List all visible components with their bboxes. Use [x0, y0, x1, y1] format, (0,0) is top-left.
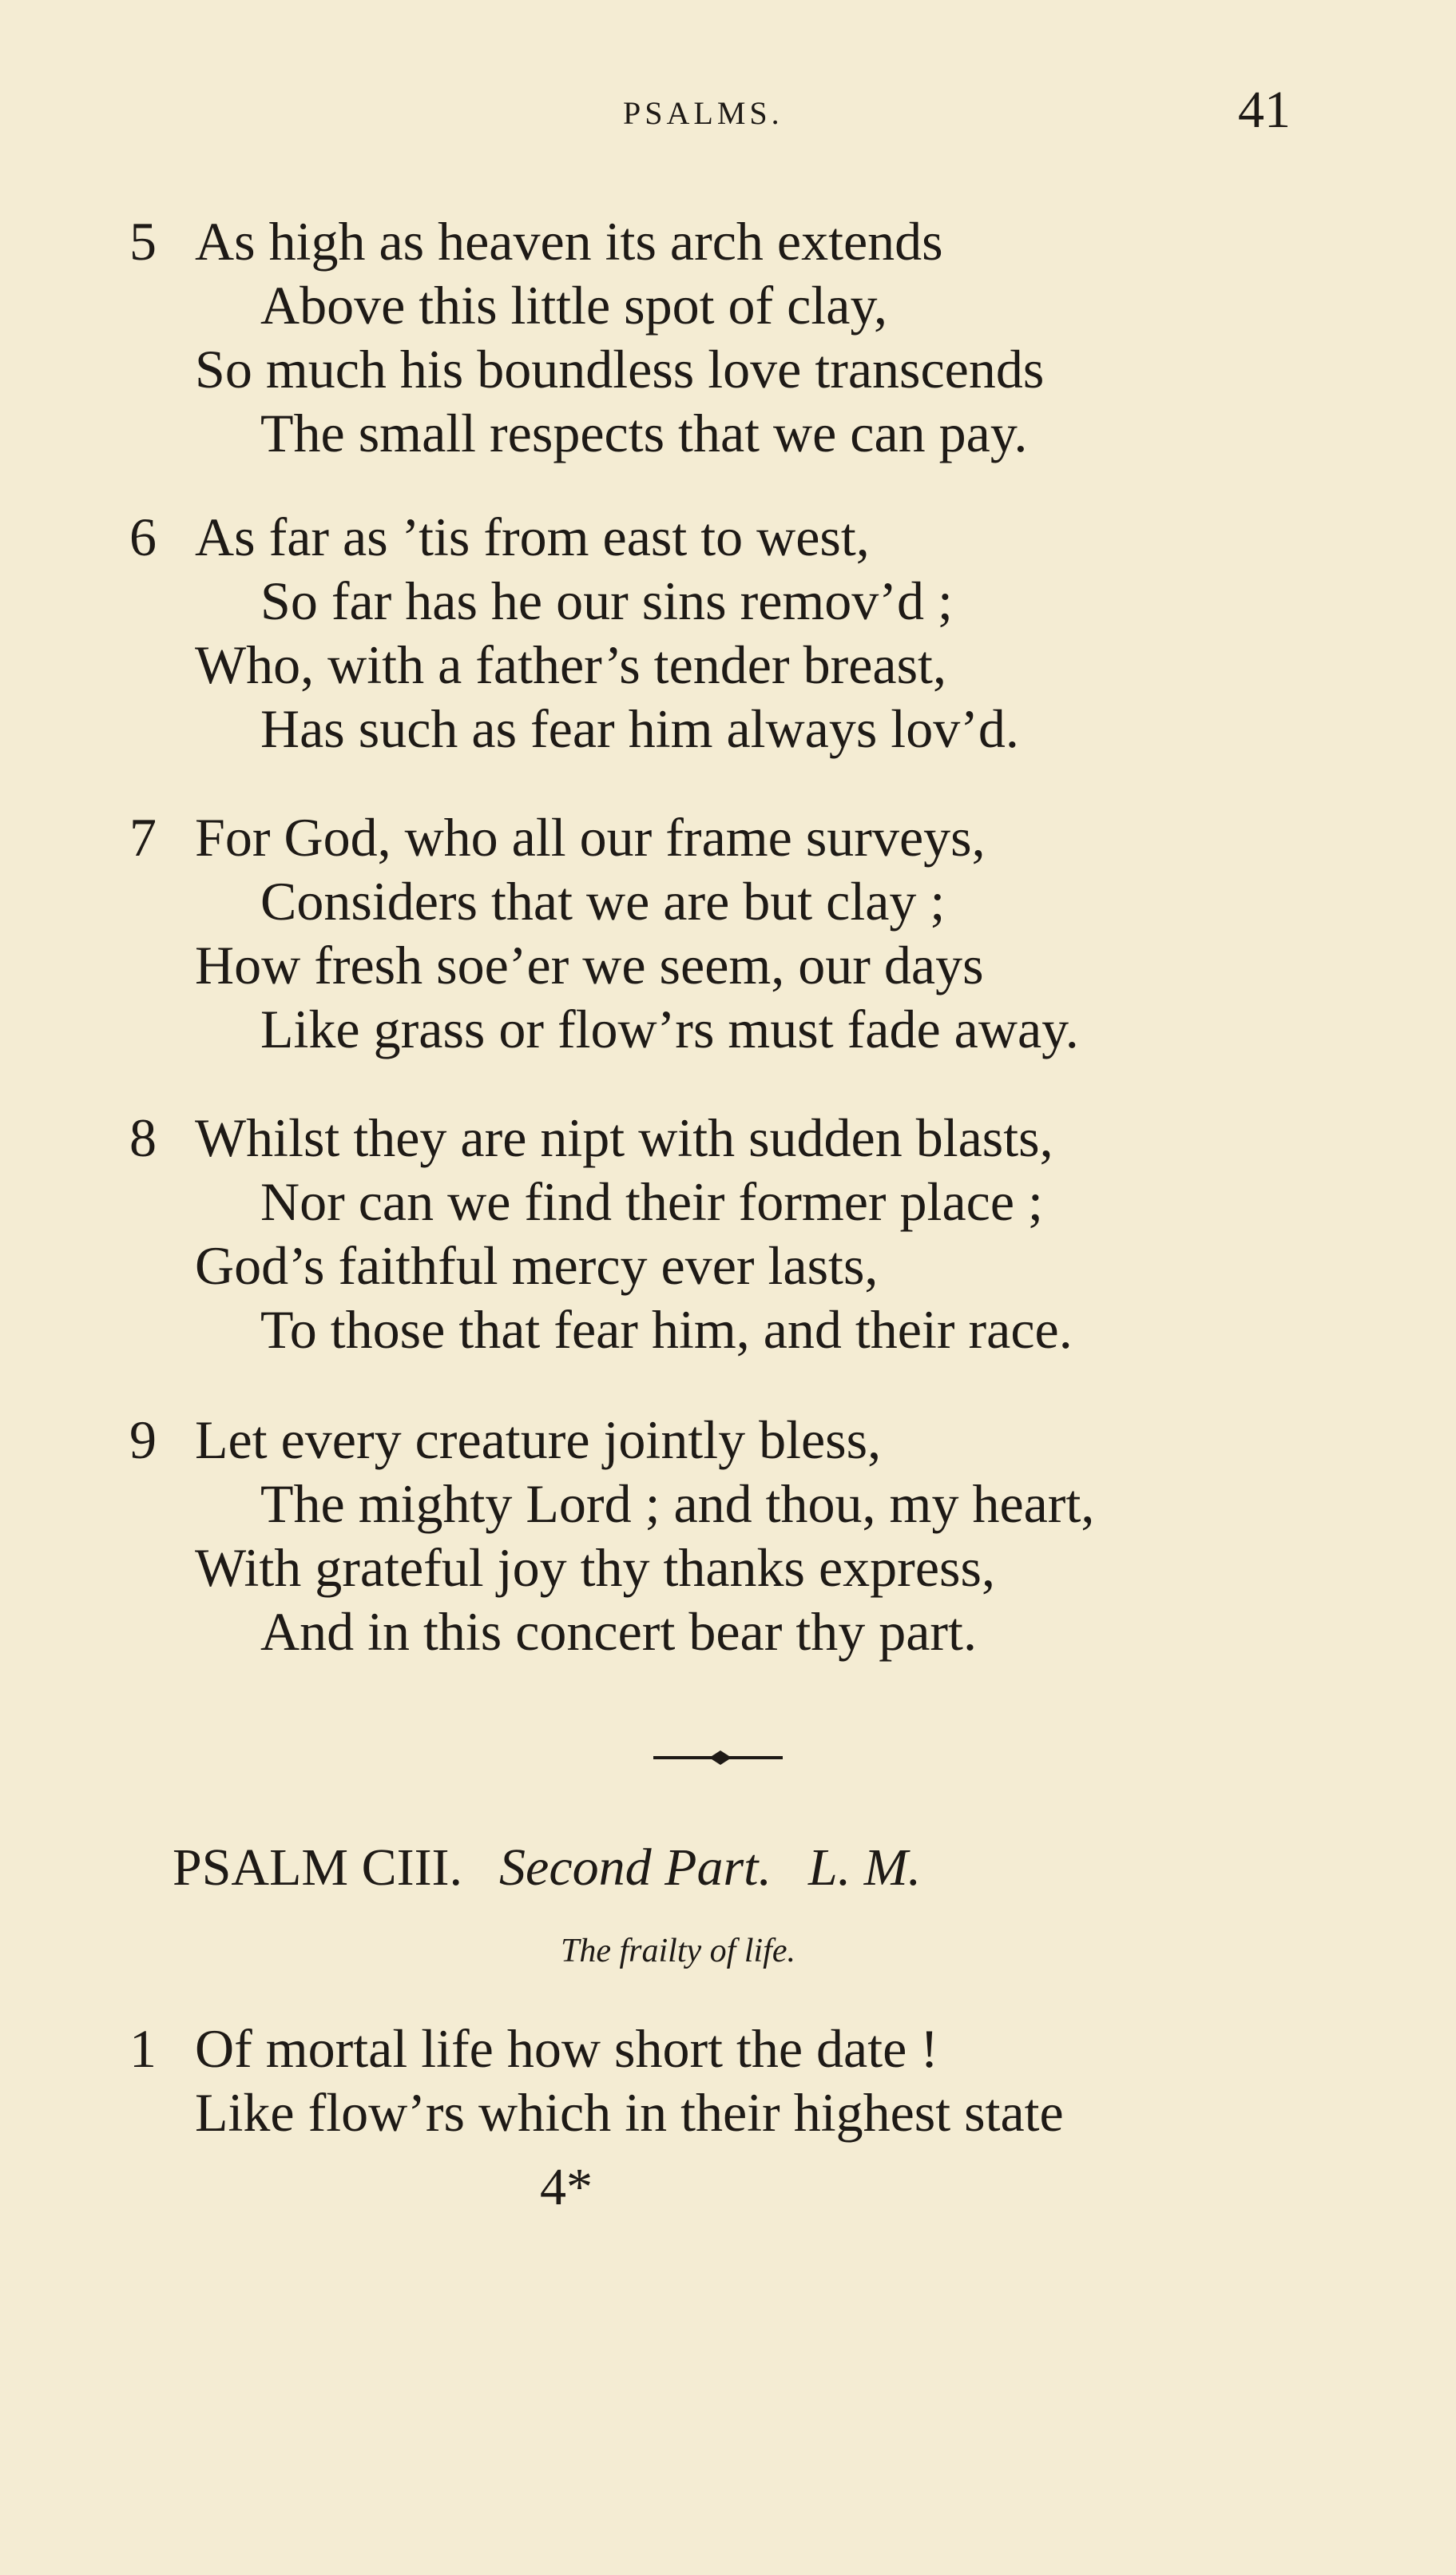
- verse-number: 9: [129, 1409, 157, 1470]
- signature-mark: 4*: [540, 2158, 593, 2216]
- ornament-divider: [652, 1746, 784, 1769]
- verse-line: Has such as fear him always lov’d.: [260, 698, 1019, 759]
- verse-line: To those that fear him, and their race.: [260, 1299, 1073, 1360]
- verse-number: 7: [129, 807, 157, 868]
- verse-line: As far as ’tis from east to west,: [195, 507, 870, 567]
- verse-line: The mighty Lord ; and thou, my heart,: [260, 1473, 1095, 1534]
- verse-number: 1: [129, 2018, 157, 2079]
- verse-line: The small respects that we can pay.: [260, 403, 1028, 463]
- verse-line: So much his boundless love transcends: [195, 339, 1045, 399]
- verse-line: God’s faithful mercy ever lasts,: [195, 1235, 879, 1296]
- verse-line: Who, with a father’s tender breast,: [195, 634, 946, 695]
- verse-line: Nor can we find their former place ;: [260, 1171, 1043, 1232]
- verse-line: Like grass or flow’rs must fade away.: [260, 999, 1079, 1059]
- verse-line: So far has he our sins remov’d ;: [260, 570, 953, 631]
- psalm-title: PSALM CIII.: [173, 1838, 463, 1897]
- verse-line: Let every creature jointly bless,: [195, 1409, 882, 1470]
- verse-number: 6: [129, 507, 157, 567]
- verse-number: 8: [129, 1107, 157, 1168]
- psalm-meter: L. M.: [807, 1838, 922, 1897]
- verse-number: 5: [129, 211, 157, 272]
- verse-line: As high as heaven its arch extends: [195, 211, 943, 272]
- verse-line: With grateful joy thy thanks express,: [195, 1537, 995, 1598]
- running-title: PSALMS.: [623, 95, 784, 131]
- verse-line: Of mortal life how short the date !: [195, 2018, 938, 2079]
- verse-line: Whilst they are nipt with sudden blasts,: [195, 1107, 1053, 1168]
- psalm-subtitle: The frailty of life.: [561, 1933, 795, 1969]
- verse-line: And in this concert bear thy part.: [260, 1601, 977, 1662]
- verse-line: Considers that we are but clay ;: [260, 871, 946, 932]
- verse-line: For God, who all our frame surveys,: [195, 807, 986, 868]
- page-number: 41: [1238, 81, 1291, 139]
- verse-line: Like flow’rs which in their highest state: [195, 2082, 1064, 2143]
- psalm-part: Second Part.: [499, 1838, 772, 1897]
- psalm-heading: [173, 1838, 921, 1898]
- verse-line: How fresh soe’er we seem, our days: [195, 935, 984, 995]
- verse-line: Above this little spot of clay,: [260, 275, 888, 336]
